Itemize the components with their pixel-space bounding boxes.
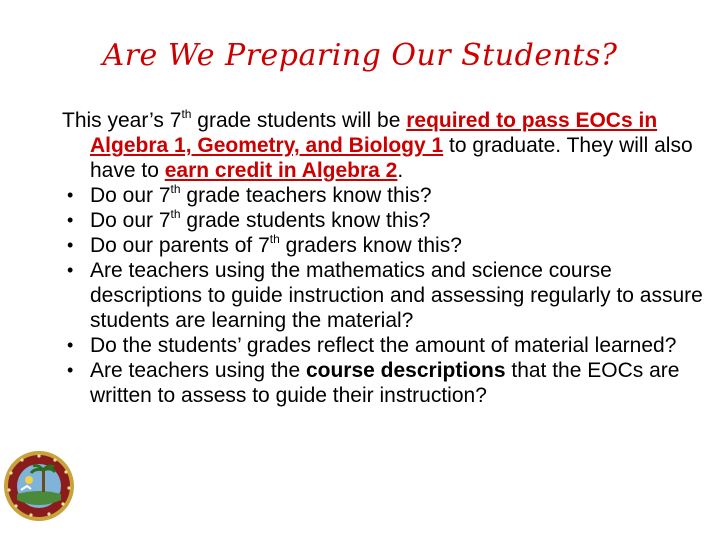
bullet-icon: • xyxy=(67,210,74,230)
bullet-icon: • xyxy=(67,185,74,205)
intro-paragraph xyxy=(62,108,714,183)
slide-title: Are We Preparing Our Students? xyxy=(102,38,618,73)
florida-seal-icon xyxy=(3,450,75,522)
bullet-icon: • xyxy=(67,260,74,280)
bullet-item: • Do our 7th grade teachers know this? xyxy=(67,182,432,207)
intro-emphasis-algebra2: earn credit in Algebra 2 xyxy=(164,159,398,182)
intro-text-3: to graduate. They will also have to xyxy=(90,134,693,182)
bullet-icon: • xyxy=(67,235,74,255)
bullet-item: • Do the students’ grades reflect the amount of material learned? xyxy=(67,334,677,357)
bullet-item: • Do our parents of 7th graders know this? xyxy=(67,232,462,257)
bullet-item: • Are teachers using the mathematics and science course descriptions to guide instruction and assessing regularly to assure students are learning the material? xyxy=(67,259,703,332)
bullet-item: • Are teachers using the course descriptions that the EOCs are written to assess to guide their instruction? xyxy=(67,359,680,407)
slide-body xyxy=(62,108,714,408)
intro-text-1: This year’s 7 xyxy=(62,109,182,132)
bullet-icon: • xyxy=(67,335,74,355)
bullet-item: • Do our 7th grade students know this? xyxy=(67,207,431,232)
bullet-icon: • xyxy=(67,360,74,380)
intro-emphasis-eoc: required to pass EOCs in Algebra 1, Geometry, and Biology 1 xyxy=(90,109,658,157)
intro-text-4: . xyxy=(397,159,404,182)
intro-text-2: grade students will be xyxy=(191,109,407,132)
intro-superscript: th xyxy=(181,107,192,121)
bullet-list xyxy=(62,183,714,408)
